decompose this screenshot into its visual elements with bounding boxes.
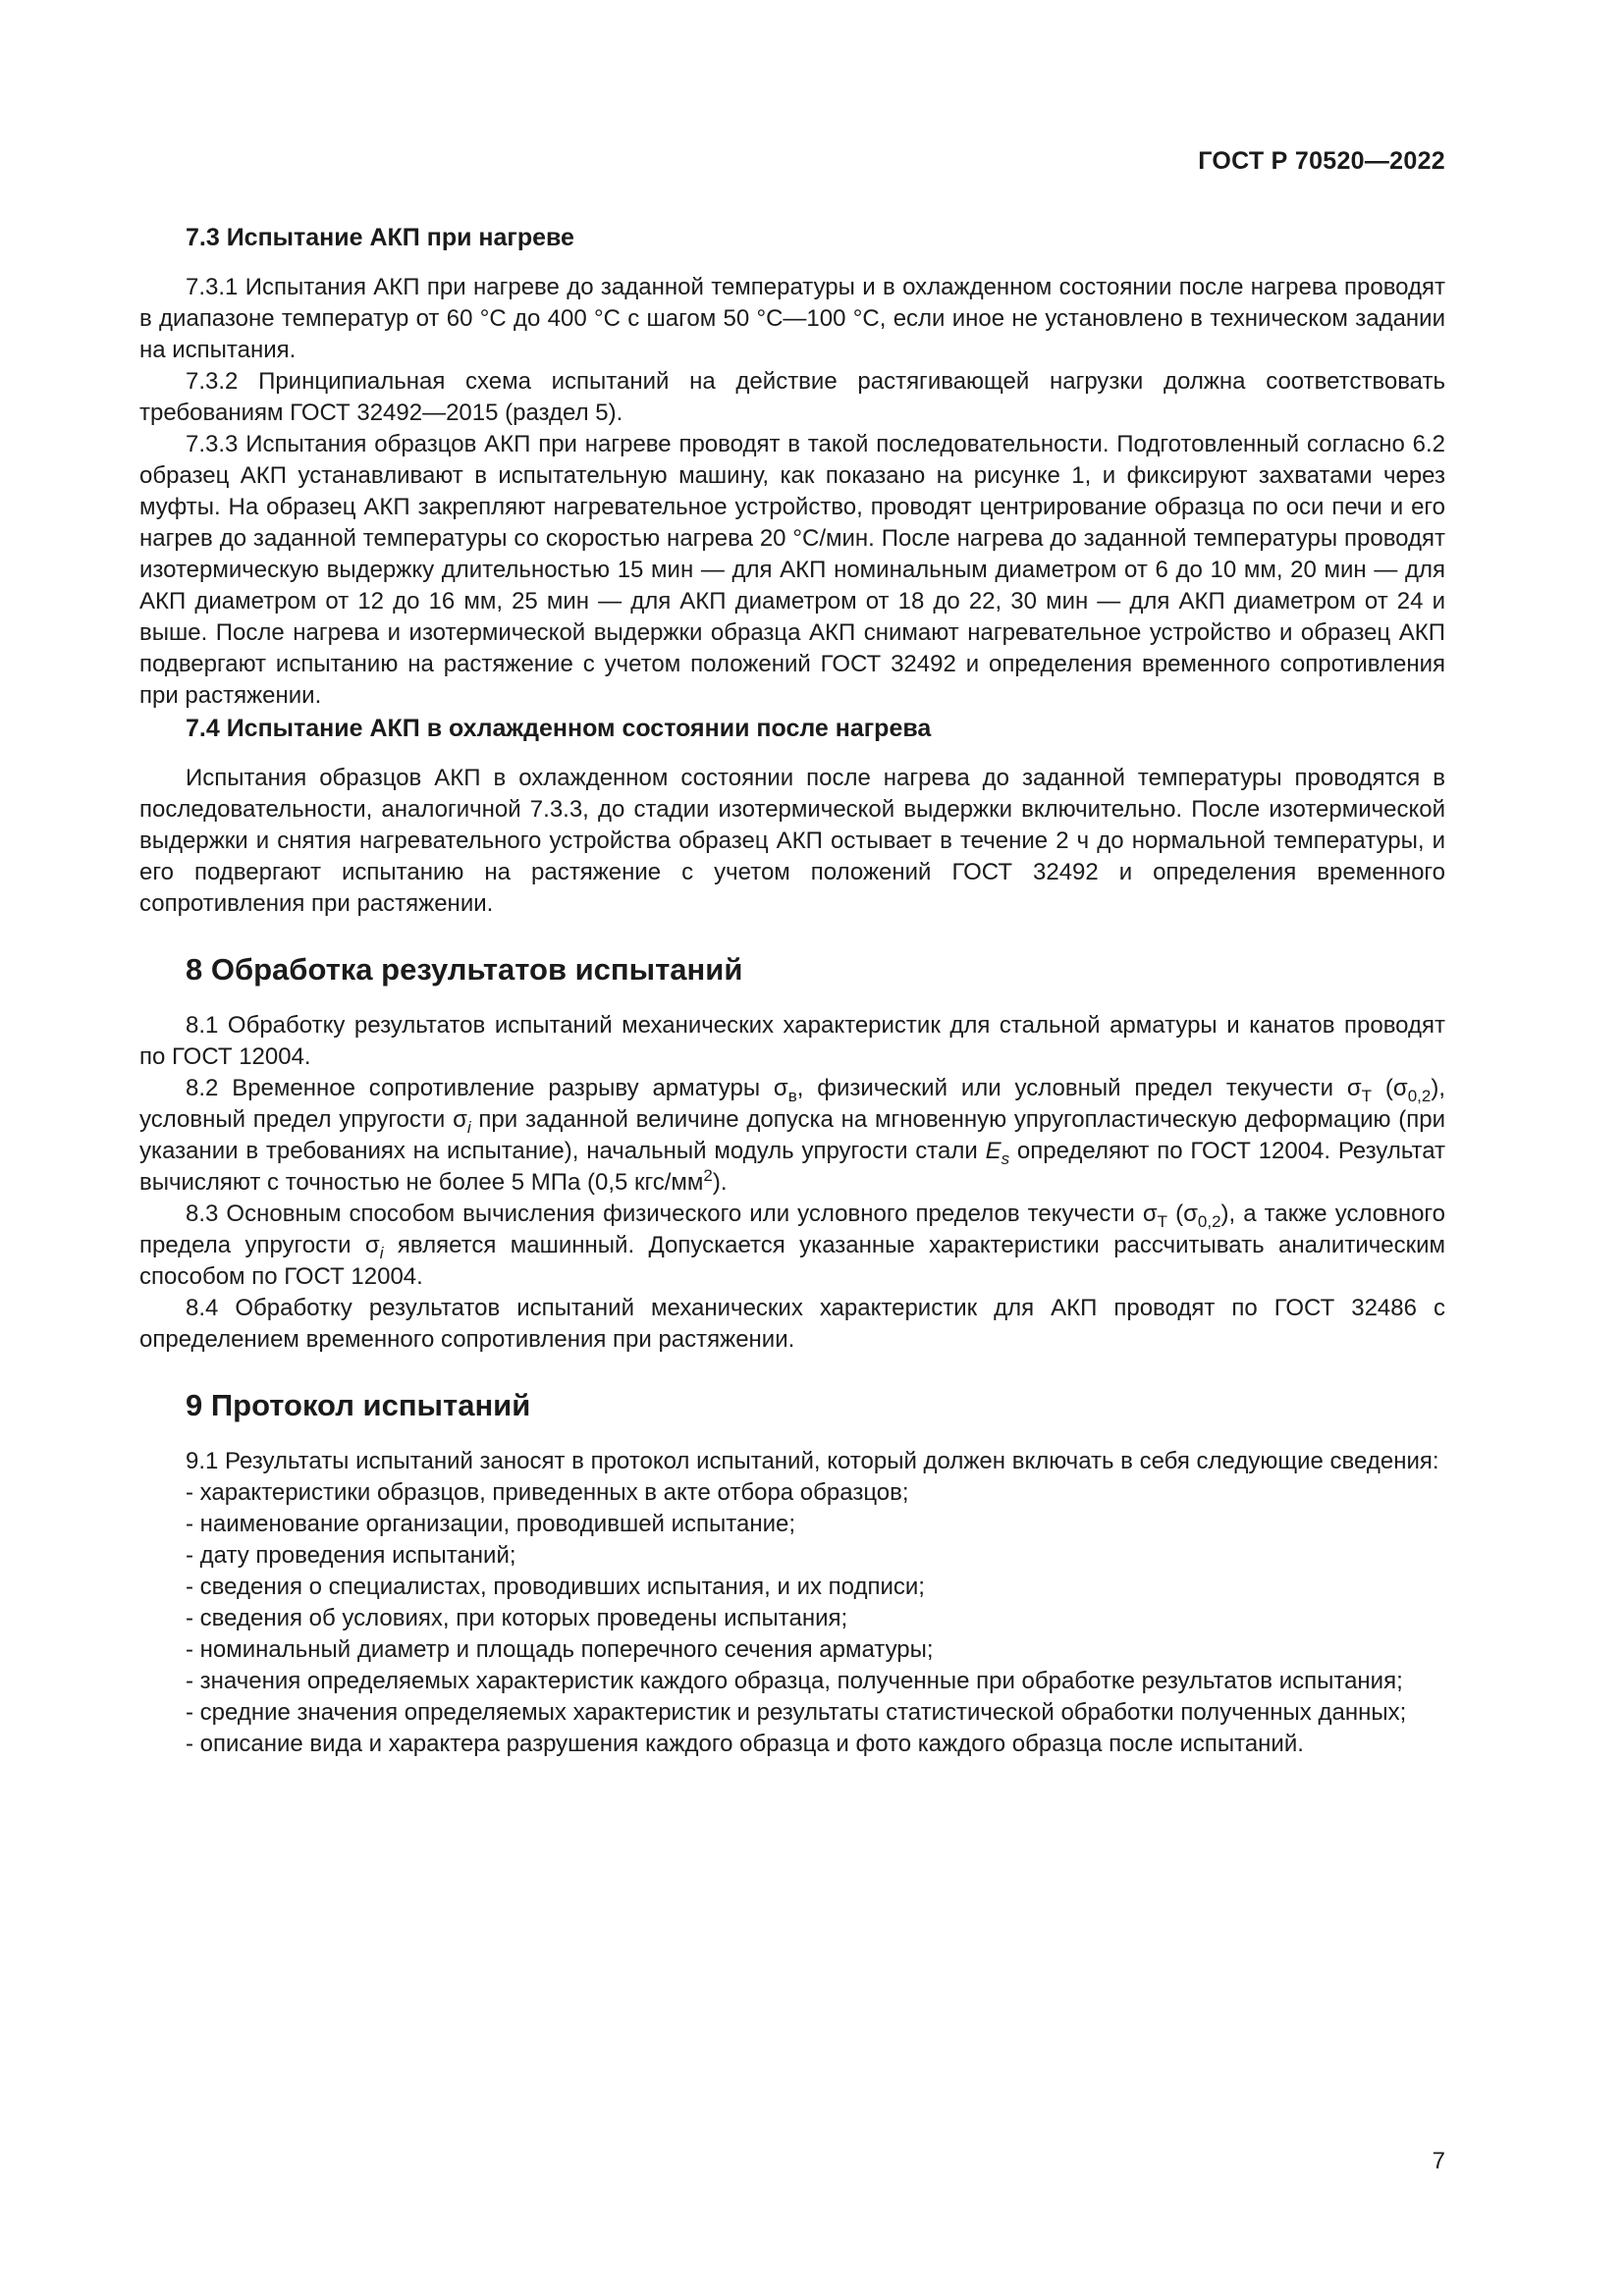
subsection-title-7-4: 7.4 Испытание АКП в охлажденном состоянии после нагрева [186, 715, 932, 742]
list-item: - значения определяемых характеристик каждого образца, полученные при обработке результатов испытания; [186, 1668, 1403, 1694]
page-content [139, 221, 1445, 1760]
standard-code: ГОСТ Р 70520—2022 [1198, 147, 1445, 175]
list-item: - характеристики образцов, приведенных в акте отбора образцов; [186, 1479, 909, 1506]
paragraph-7-4: Испытания образцов АКП в охлажденном состоянии после нагрева до заданной температуры проводятся в последовательности, аналогичной 7.3.3, до стадии изотермической выдержки включительно. После изотермической выдержки и снятия нагревательного устройства образец АКП остывает в течение 2 ч до нормальной температуры, и его подвергают испытанию на растяжение с учетом положений ГОСТ 32492 и определения временного сопротивления при растяжении. [139, 765, 1445, 917]
subsection-title-7-3: 7.3 Испытание АКП при нагреве [186, 224, 574, 251]
list-item: - сведения об условиях, при которых проведены испытания; [186, 1605, 848, 1631]
paragraph-7-3-3: 7.3.3 Испытания образцов АКП при нагреве проводят в такой последовательности. Подготовленный согласно 6.2 образец АКП устанавливают в испытательную машину, как показано на рисунке 1, и фиксируют захватами через муфты. На образец АКП закрепляют нагревательное устройство, проводят центрирование образца по оси печи и его нагрев до заданной температуры со скоростью нагрева 20 °С/мин. После нагрева до заданной температуры проводят изотермическую выдержку длительностью 15 мин — для АКП номинальным диаметром от 6 до 10 мм, 20 мин — для АКП диаметром от 12 до 16 мм, 25 мин — для АКП диаметром от 18 до 22, 30 мин — для АКП диаметром от 24 и выше. После нагрева и изотермической выдержки образца АКП снимают нагревательное устройство и образец АКП подвергают испытанию на растяжение с учетом положений ГОСТ 32492 и определения временного сопротивления при растяжении. [139, 431, 1445, 709]
paragraph-7-3-1: 7.3.1 Испытания АКП при нагреве до заданной температуры и в охлажденном состоянии после нагрева проводят в диапазоне температур от 60 °С до 400 °С с шагом 50 °С—100 °С, если иное не установлено в техническом задании на испытания. [139, 274, 1445, 363]
list-item: - средние значения определяемых характеристик и результаты статистической обработки полученных данных; [186, 1699, 1407, 1726]
paragraph-9-1: 9.1 Результаты испытаний заносят в протокол испытаний, который должен включать в себя следующие сведения: [186, 1448, 1439, 1474]
list-item: - сведения о специалистах, проводивших испытания, и их подписи; [186, 1574, 925, 1600]
list-item: - дату проведения испытаний; [186, 1542, 516, 1569]
section-title-8: 8 Обработка результатов испытаний [186, 952, 743, 987]
paragraph-8-3: 8.3 Основным способом вычисления физического или условного пределов текучести $\sigma_Т$ $(\sigma_{0,2})$, а также условного предела упругости $\sigma_i$ является машинный. Допускается указанные характеристики рассчитывать аналитическим способом по ГОСТ 12004. [139, 1201, 1445, 1290]
paragraph-8-2: 8.2 Временное сопротивление разрыву арматуры $\sigma_в$, физический или условный предел текучести $\sigma_Т$ $(\sigma_{0,2})$, условный предел упругости $\sigma_i$ при заданной величине допуска на мгновенную упругопластическую деформацию (при указании в требованиях на испытание), начальный модуль упругости стали $E_s$ определяют по ГОСТ 12004. Результат вычисляют с точностью не более 5 МПа (0,5 кгс/$мм^2$). [139, 1075, 1445, 1196]
list-item: - наименование организации, проводившей испытание; [186, 1511, 796, 1537]
paragraph-8-4: 8.4 Обработку результатов испытаний механических характеристик для АКП проводят по ГОСТ 32486 с определением временного сопротивления при растяжении. [139, 1295, 1445, 1353]
protocol-items-list [139, 1477, 1445, 1760]
list-item: - описание вида и характера разрушения каждого образца и фото каждого образца после испытаний. [186, 1731, 1304, 1757]
section-title-9: 9 Протокол испытаний [186, 1388, 531, 1422]
list-item: - номинальный диаметр и площадь поперечного сечения арматуры; [186, 1636, 934, 1663]
paragraph-7-3-2: 7.3.2 Принципиальная схема испытаний на действие растягивающей нагрузки должна соответствовать требованиям ГОСТ 32492—2015 (раздел 5). [139, 368, 1445, 426]
page-number: 7 [1432, 2148, 1445, 2174]
paragraph-8-1: 8.1 Обработку результатов испытаний механических характеристик для стальной арматуры и канатов проводят по ГОСТ 12004. [139, 1012, 1445, 1070]
